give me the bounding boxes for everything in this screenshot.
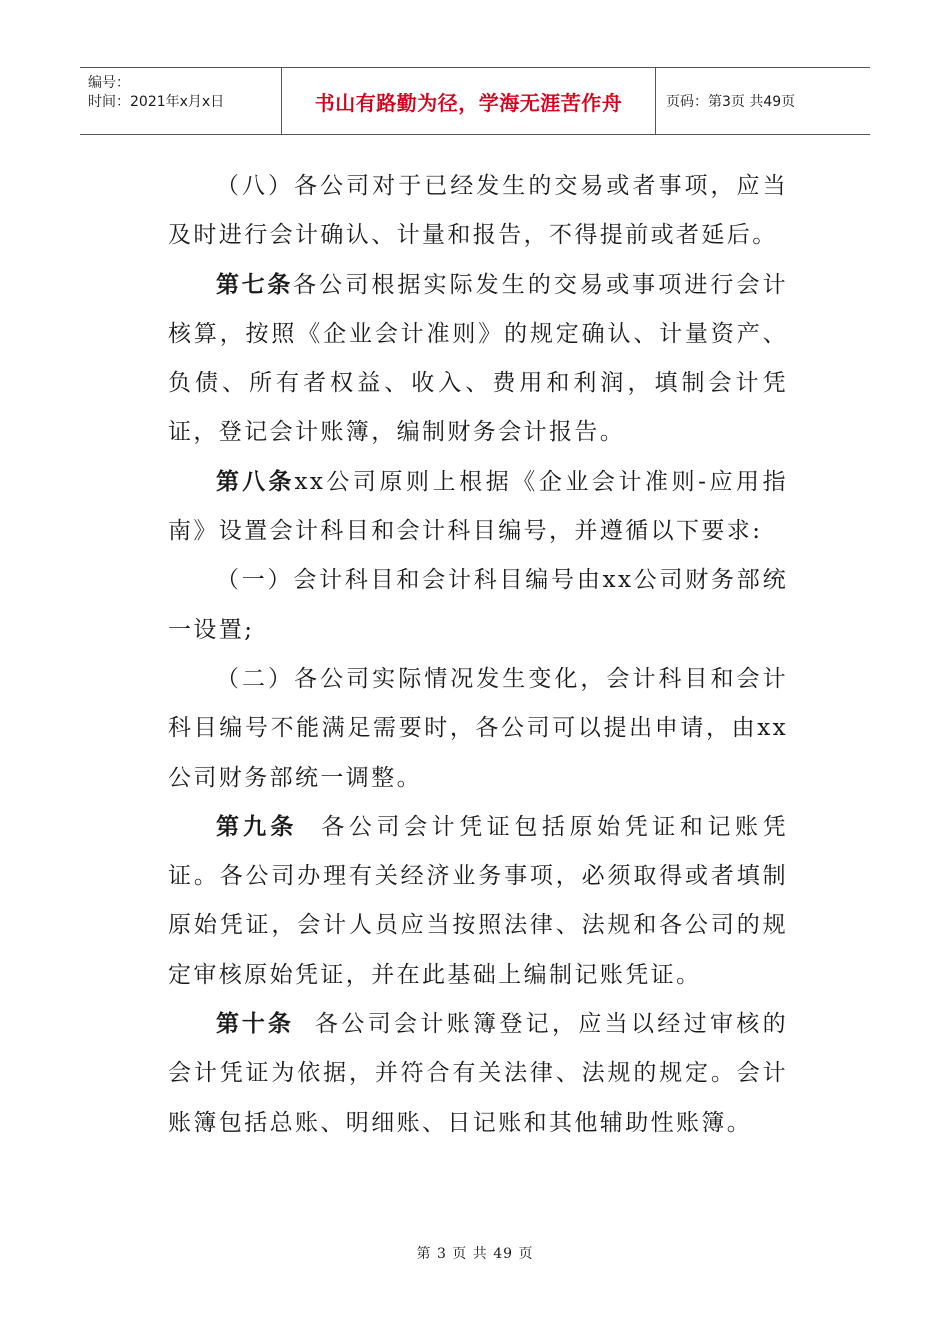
paragraph: [168, 261, 788, 458]
document-number-label: 编号：: [88, 75, 130, 91]
paragraph: [168, 803, 788, 1000]
paragraph-text: 各公司会计账簿登记，应当以经过审核的会计凭证为依据，并符合有关法律、法规的规定。会计账簿包括总账、明细账、日记账和其他辅助性账簿。: [168, 1011, 788, 1136]
page-header: [80, 67, 870, 135]
header-page-info: 页码：第3页 共49页: [666, 94, 796, 110]
paragraph: [168, 1000, 788, 1148]
document-date-label: 时间：2021年x月x日: [88, 94, 225, 110]
paragraph: [168, 556, 788, 655]
paragraph-text: （八）各公司对于已经发生的交易或者事项，应当及时进行会计确认、计量和报告，不得提前或者延后。: [168, 173, 788, 249]
paragraph: [168, 458, 788, 557]
paragraph-text: （一）会计科目和会计科目编号由xx公司财务部统一设置;: [168, 567, 788, 643]
header-motto: 书山有路勤为径，学海无涯苦作舟: [282, 68, 656, 134]
paragraph-text: （二）各公司实际情况发生变化，会计科目和会计科目编号不能满足需要时，各公司可以提出申请，由xx公司财务部统一调整。: [168, 665, 788, 791]
article-heading: 第九条: [216, 813, 298, 840]
document-body: [168, 162, 788, 1148]
paragraph-text: xx公司原则上根据《企业会计准则-应用指南》设置会计科目和会计科目编号，并遵循以下要求:: [168, 468, 788, 545]
paragraph: [168, 655, 788, 803]
page-footer: 第 3 页 共 49 页: [416, 1246, 534, 1262]
header-meta: [80, 68, 282, 134]
paragraph: [168, 162, 788, 261]
paragraph-text: 各公司会计凭证包括原始凭证和记账凭证。各公司办理有关经济业务事项，必须取得或者填制原始凭证，会计人员应当按照法律、法规和各公司的规定审核原始凭证，并在此基础上编制记账凭证。: [168, 813, 788, 988]
paragraph-text: 各公司根据实际发生的交易或事项进行会计核算，按照《企业会计准则》的规定确认、计量资产、负债、所有者权益、收入、费用和利润，填制会计凭证，登记会计账簿，编制财务会计报告。: [168, 271, 788, 446]
article-heading: 第七条: [216, 271, 294, 298]
article-heading: 第十条: [216, 1011, 294, 1038]
article-heading: 第八条: [216, 468, 295, 495]
